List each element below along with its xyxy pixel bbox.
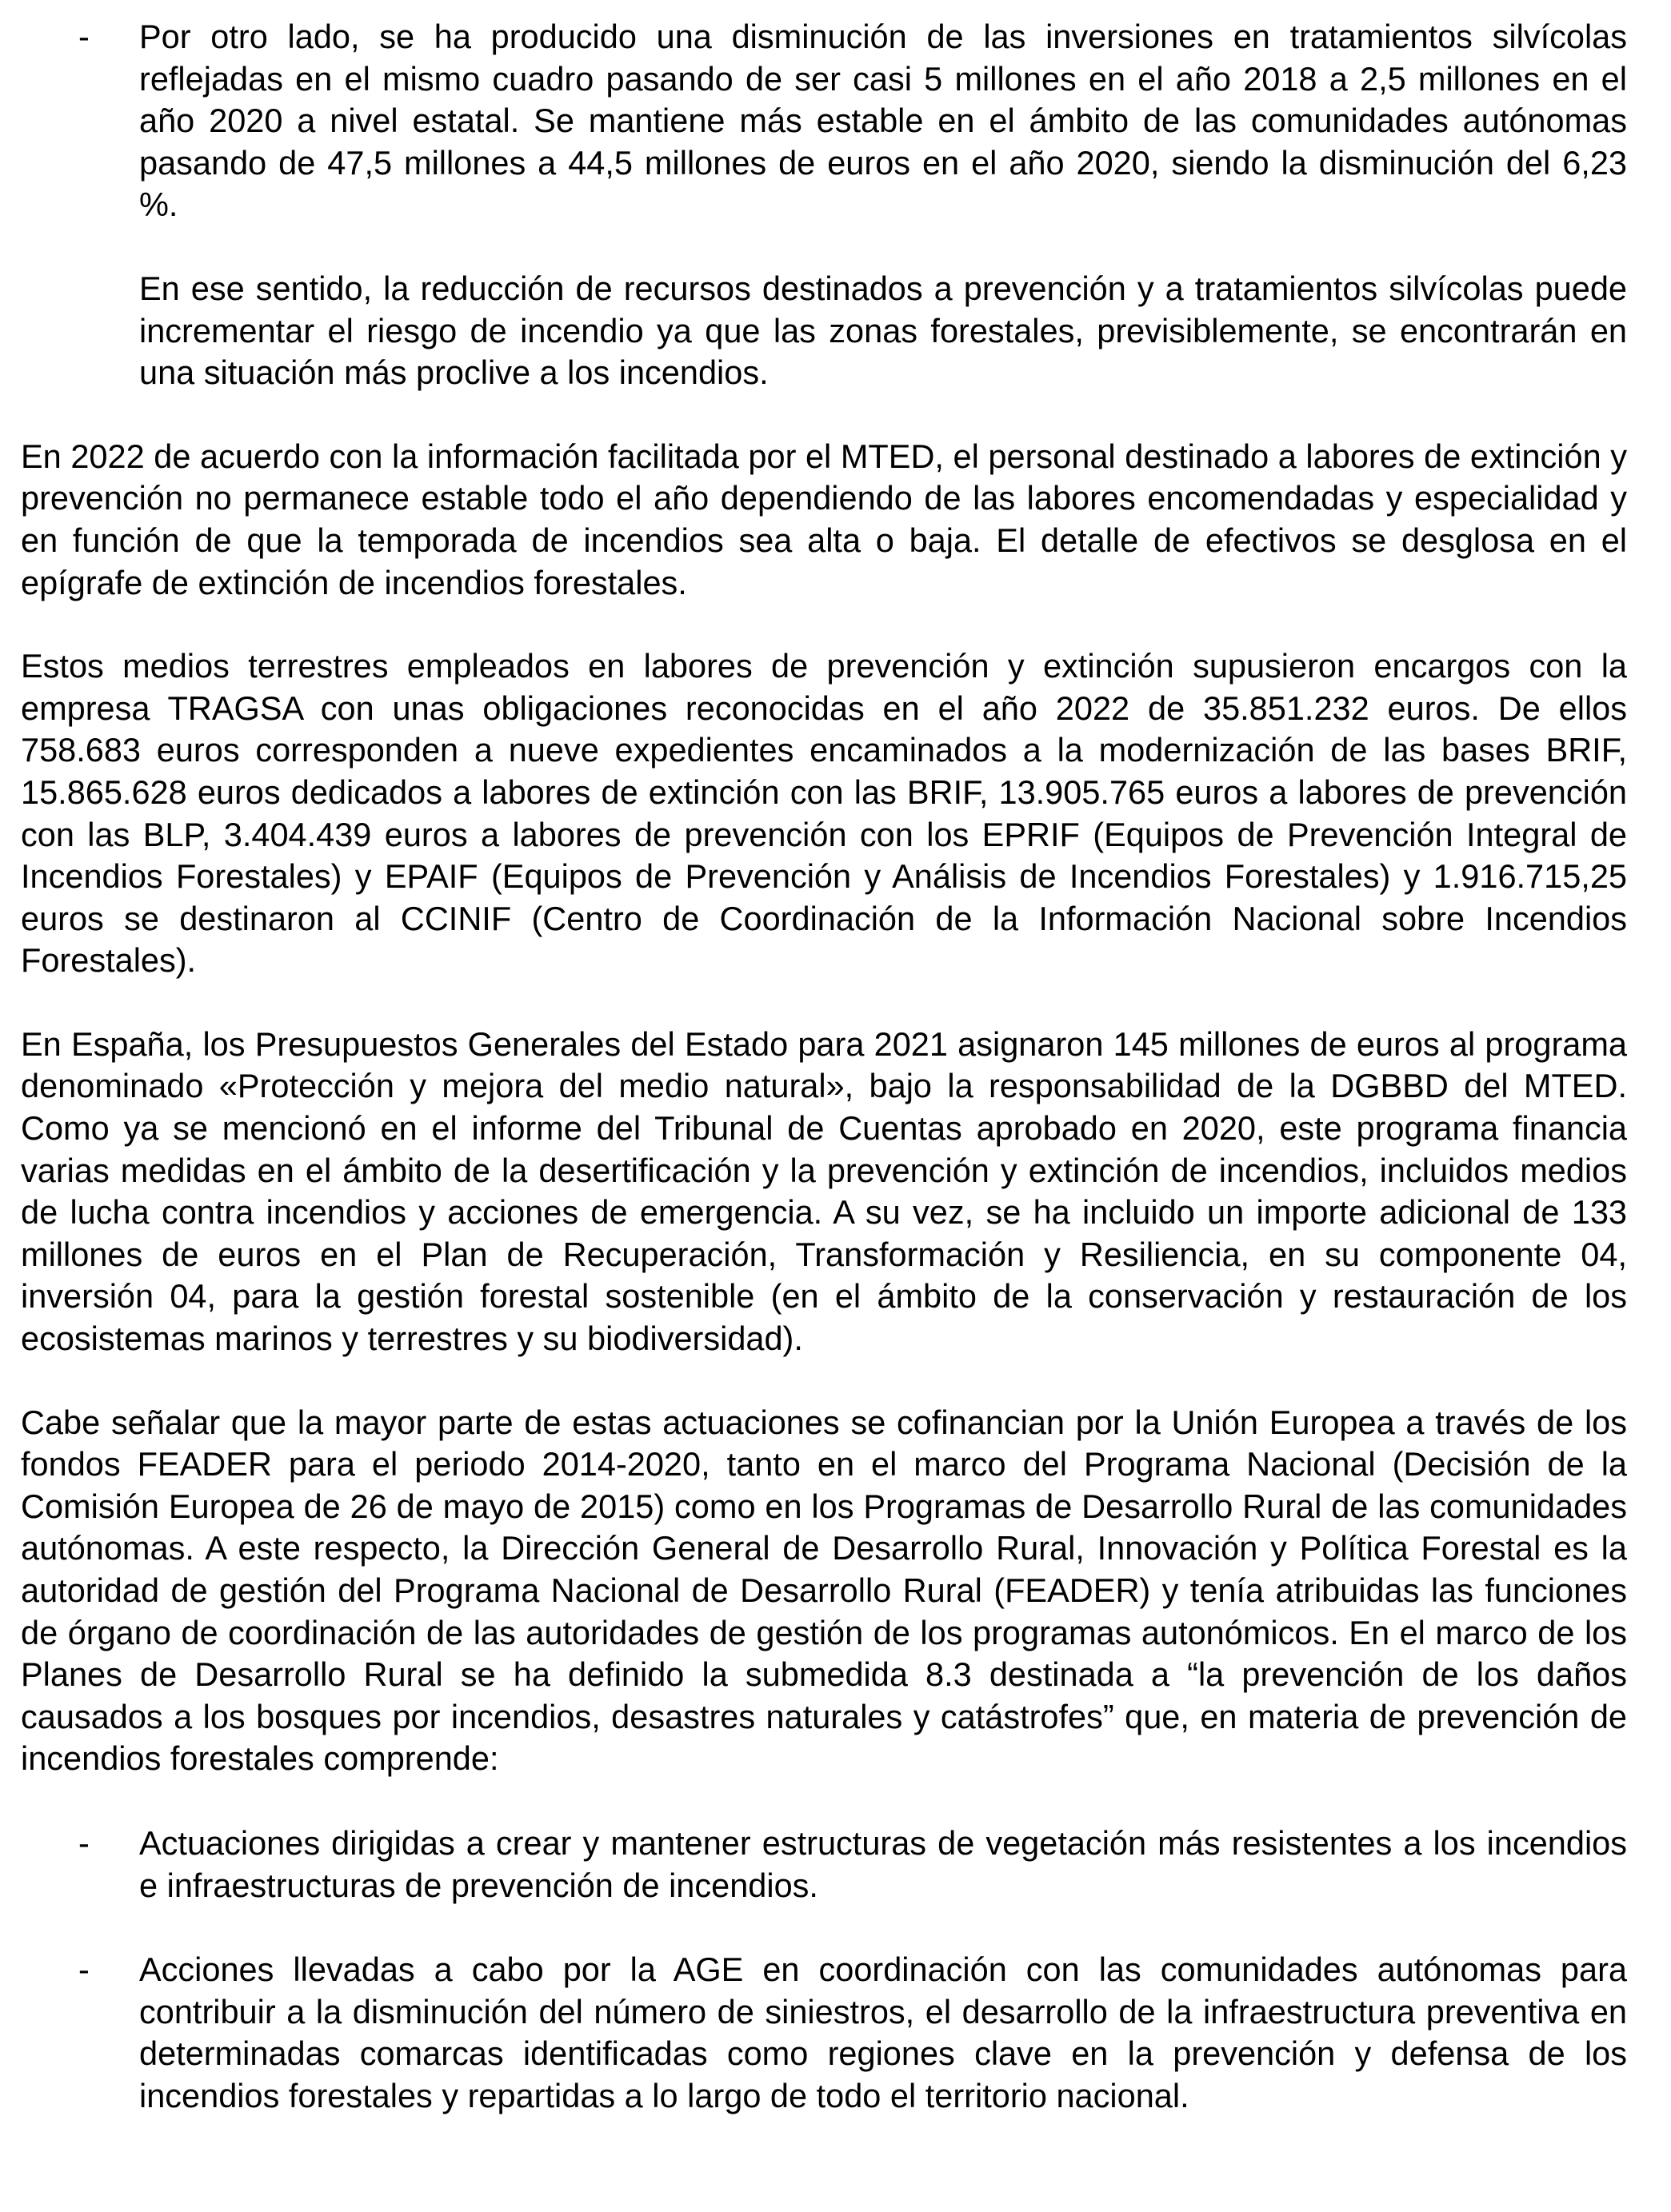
- document-page: [21, 16, 1627, 2118]
- indented-paragraph-risk: En ese sentido, la reducción de recursos destinados a prevención y a tratamientos silvícolas puede incrementar el riesgo de incendio ya que las zonas forestales, previsiblemente, se encontrarán en una situación más proclive a los incendios.: [139, 269, 1627, 392]
- bullet-text: Acciones llevadas a cabo por la AGE en coordinación con las comunidades autónomas para contribuir a la disminución del número de siniestros, el desarrollo de la infraestructura preventiva en determinadas comarcas identificadas como regiones clave en la prevención y defensa de los incendios forestales y repartidas a lo largo de todo el territorio nacional.: [139, 1950, 1627, 2114]
- paragraph-tragsa-funding: Estos medios terrestres empleados en labores de prevención y extinción supusieron encargos con la empresa TRAGSA con unas obligaciones reconocidas en el año 2022 de 35.851.232 euros. De ellos 758.683 euros corresponden a nueve expedientes encaminados a la modernización de las bases BRIF, 15.865.628 euros dedicados a labores de extinción con las BRIF, 13.905.765 euros a labores de prevención con las BLP, 3.404.439 euros a labores de prevención con los EPRIF (Equipos de Prevención Integral de Incendios Forestales) y EPAIF (Equipos de Prevención y Análisis de Incendios Forestales) y 1.916.715,25 euros se destinaron al CCINIF (Centro de Coordinación de la Información Nacional sobre Incendios Forestales).: [21, 647, 1627, 980]
- bullet-dash: -: [78, 1950, 90, 1989]
- bullet-paragraph-silvicultural-investment: [21, 16, 1627, 226]
- bullet-paragraph-vegetation-structures: [21, 1823, 1627, 1907]
- paragraph-personnel-2022: En 2022 de acuerdo con la información facilitada por el MTED, el personal destinado a labores de extinción y prevención no permanece estable todo el año dependiendo de las labores encomendadas y especialidad y en función de que la temporada de incendios sea alta o baja. El detalle de efectivos se desglosa en el epígrafe de extinción de incendios forestales.: [21, 437, 1627, 601]
- bullet-dash: -: [78, 1823, 90, 1862]
- bullet-text: Actuaciones dirigidas a crear y mantener estructuras de vegetación más resistentes a los incendios e infraestructuras de prevención de incendios.: [139, 1823, 1627, 1904]
- bullet-text: Por otro lado, se ha producido una disminución de las inversiones en tratamientos silvícolas reflejadas en el mismo cuadro pasando de ser casi 5 millones en el año 2018 a 2,5 millones en el año 2020 a nivel estatal. Se mantiene más estable en el ámbito de las comunidades autónomas pasando de 47,5 millones a 44,5 millones de euros en el año 2020, siendo la disminución del 6,23 %.: [139, 18, 1627, 224]
- bullet-paragraph-age-actions: [21, 1949, 1627, 2117]
- bullet-dash: -: [78, 18, 90, 55]
- paragraph-budget-2021: En España, los Presupuestos Generales del Estado para 2021 asignaron 145 millones de euros al programa denominado «Protección y mejora del medio natural», bajo la responsabilidad de la DGBBD del MTED. Como ya se mencionó en el informe del Tribunal de Cuentas aprobado en 2020, este programa financia varias medidas en el ámbito de la desertificación y la prevención y extinción de incendios, incluidos medios de lucha contra incendios y acciones de emergencia. A su vez, se ha incluido un importe adicional de 133 millones de euros en el Plan de Recuperación, Transformación y Resiliencia, en su componente 04, inversión 04, para la gestión forestal sostenible (en el ámbito de la conservación y restauración de los ecosistemas marinos y terrestres y su biodiversidad).: [21, 1024, 1627, 1358]
- paragraph-feader-cofinancing: Cabe señalar que la mayor parte de estas actuaciones se cofinancian por la Unión Europea a través de los fondos FEADER para el periodo 2014-2020, tanto en el marco del Programa Nacional (Decisión de la Comisión Europea de 26 de mayo de 2015) como en los Programas de Desarrollo Rural de las comunidades autónomas. A este respecto, la Dirección General de Desarrollo Rural, Innovación y Política Forestal es la autoridad de gestión del Programa Nacional de Desarrollo Rural (FEADER) y tenía atribuidas las funciones de órgano de coordinación de las autoridades de gestión de los programas autonómicos. En el marco de los Planes de Desarrollo Rural se ha definido la submedida 8.3 destinada a “la prevención de los daños causados a los bosques por incendios, desastres naturales y catástrofes” que, en materia de prevención de incendios forestales comprende:: [21, 1403, 1627, 1778]
